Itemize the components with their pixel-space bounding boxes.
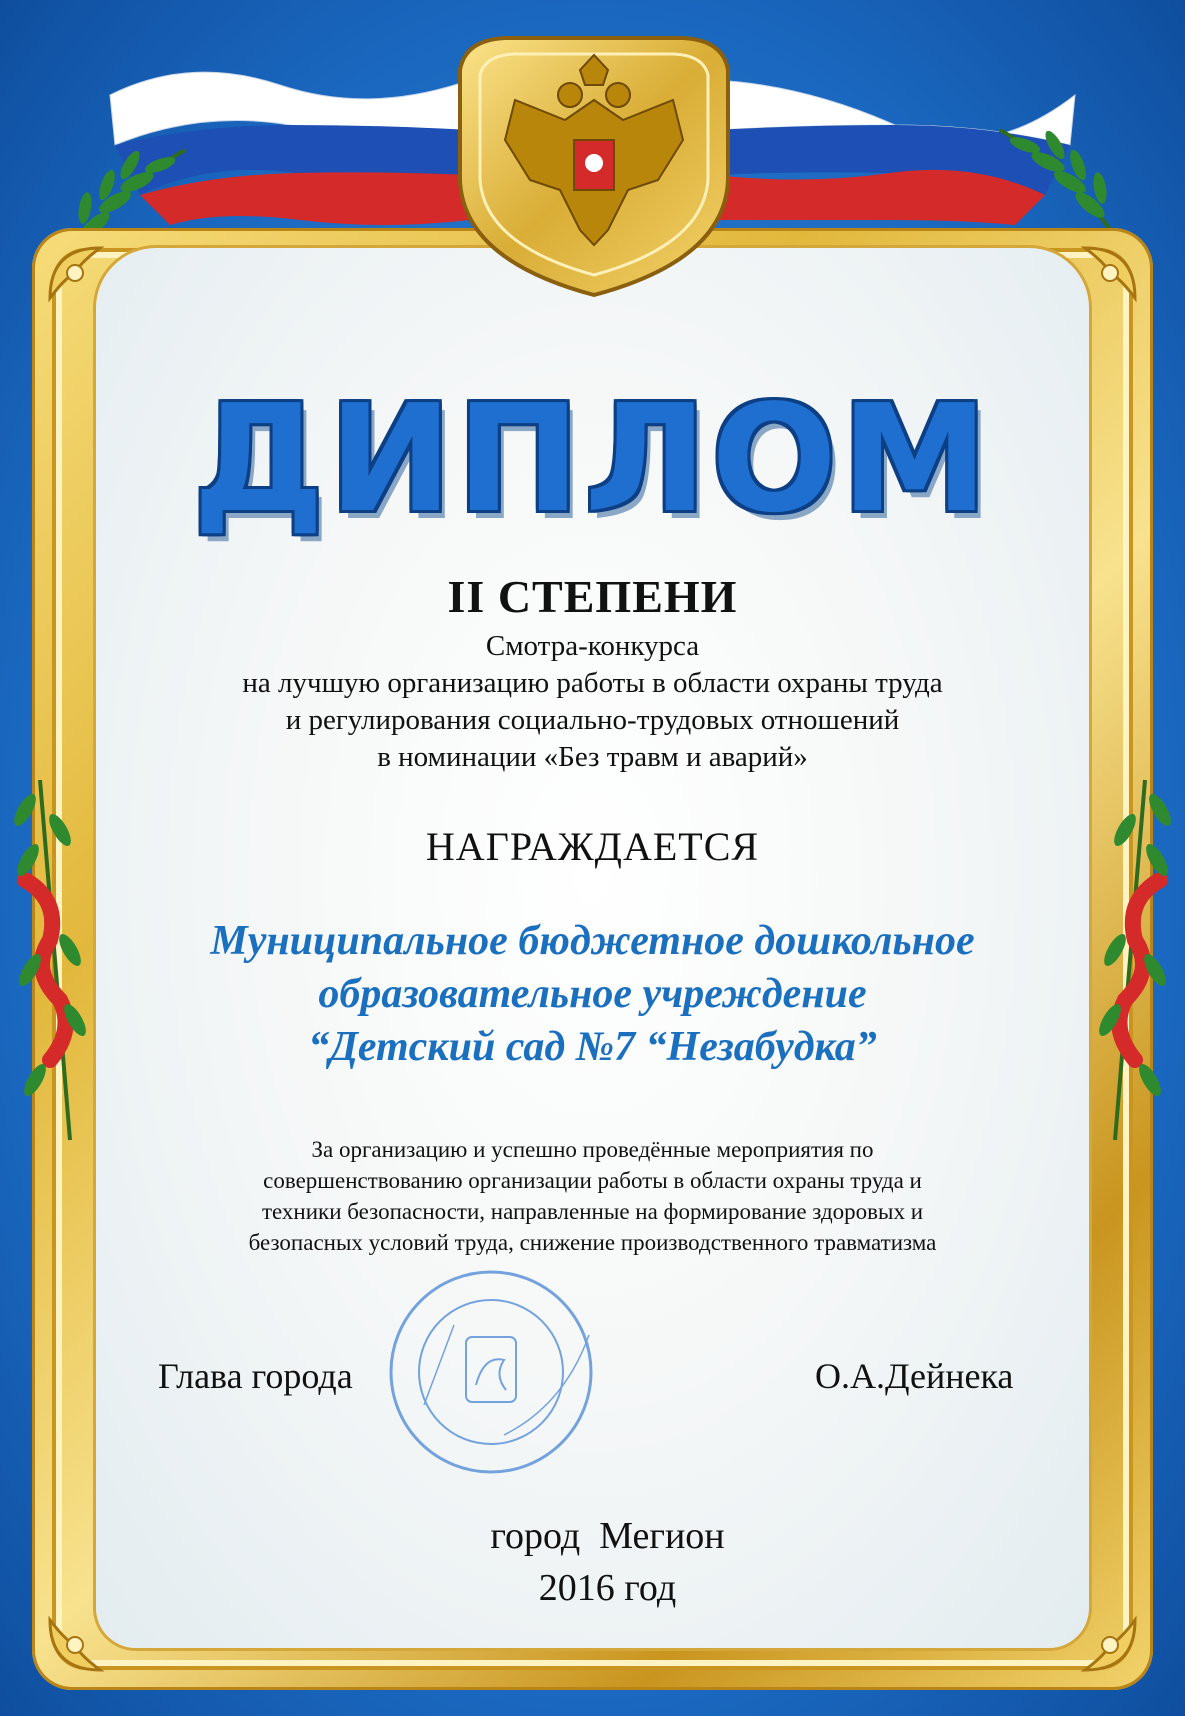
awarded-heading: НАГРАЖДАЕТСЯ (425, 824, 760, 869)
official-seal-stamp (384, 1265, 599, 1480)
contest-description (0, 628, 1185, 776)
recipient-line: “Детский сад №7 “Незабудка” (308, 1024, 877, 1070)
laurel-branch-top-right-icon (990, 110, 1130, 240)
issue-place-date (0, 1510, 1185, 1614)
contest-line: Смотра-конкурса (485, 630, 700, 662)
contest-line: и регулирования социально-трудовых отношений (285, 704, 900, 736)
reason-line: безопасных условий труда, снижение производственного травматизма (248, 1230, 937, 1255)
corner-scroll-bottom-left-icon (40, 1610, 110, 1680)
issue-year: 2016 год (538, 1567, 677, 1609)
contest-line: в номинации «Без травм и аварий» (377, 741, 808, 773)
diploma-title: ДИПЛОМ (192, 373, 993, 545)
corner-scroll-top-right-icon (1075, 238, 1145, 308)
contest-line: на лучшую организацию работы в области охраны труда (242, 667, 943, 699)
signature-name: О.А.Дейнека (815, 1356, 1014, 1396)
recipient-line: образовательное учреждение (318, 971, 867, 1017)
corner-scroll-bottom-right-icon (1075, 1610, 1145, 1680)
signature-title: Глава города (158, 1356, 353, 1396)
coat-of-arms-icon (445, 30, 743, 300)
recipient-name (0, 915, 1185, 1074)
award-reason (0, 1134, 1185, 1258)
reason-line: техники безопасности, направленные на формирование здоровых и (261, 1199, 924, 1224)
corner-scroll-top-left-icon (40, 238, 110, 308)
issue-city: город Мегион (490, 1515, 725, 1557)
reason-line: совершенствованию организации работы в области охраны труда и (263, 1168, 922, 1193)
degree-heading: II СТЕПЕНИ (447, 571, 738, 622)
recipient-line: Муниципальное бюджетное дошкольное (210, 918, 975, 964)
reason-line: За организацию и успешно проведённые мероприятия по (311, 1137, 874, 1162)
